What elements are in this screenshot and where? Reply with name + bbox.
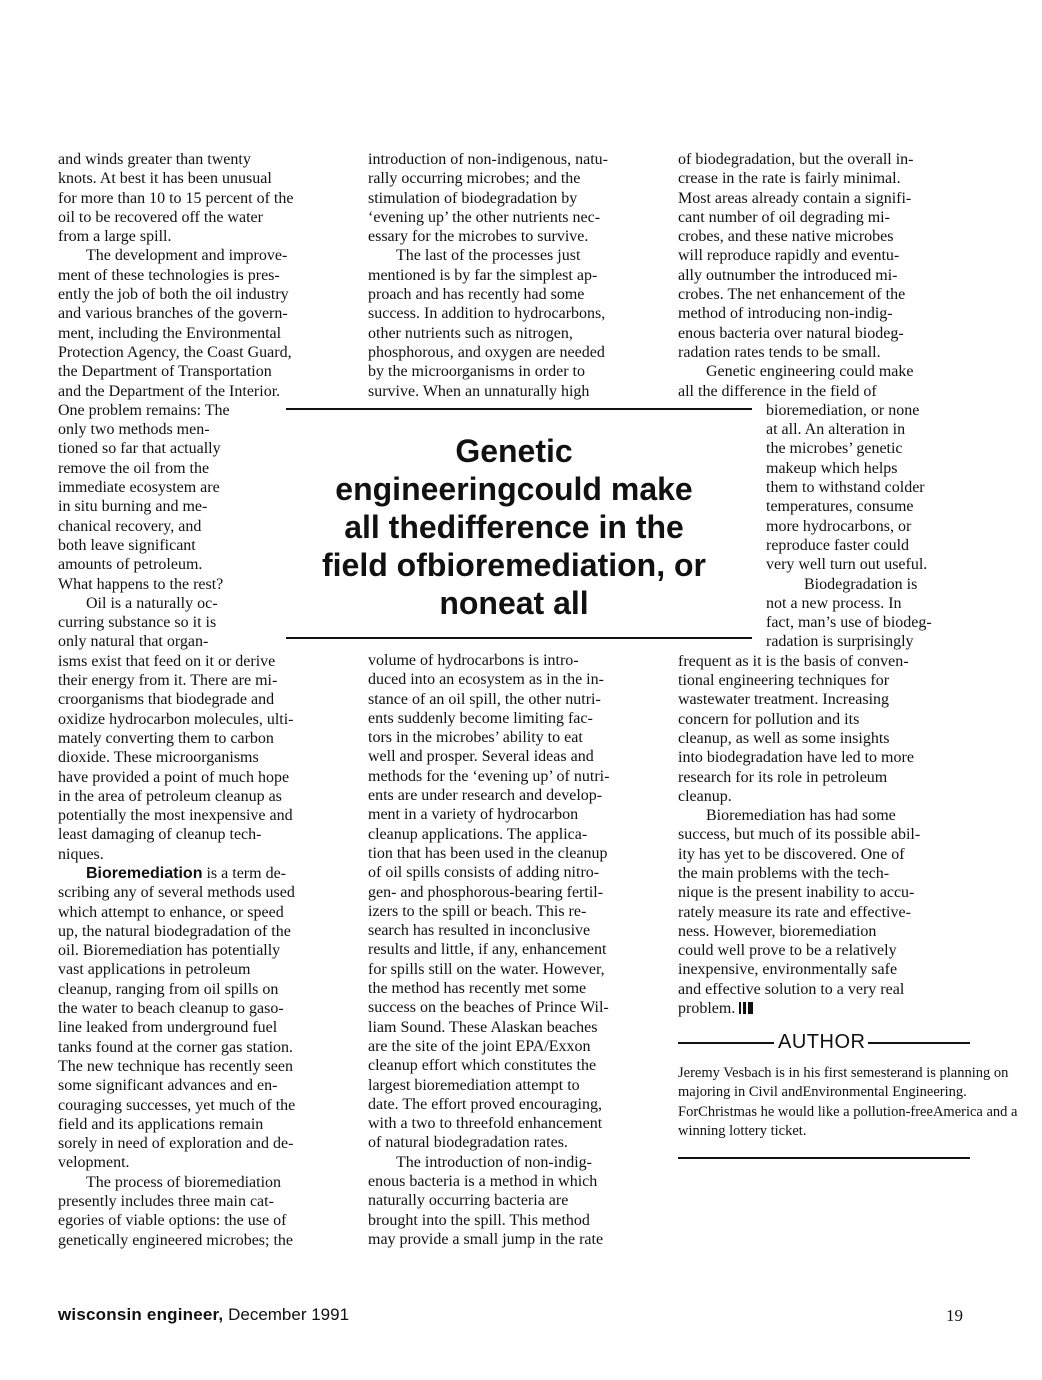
text-line: for more than 10 to 15 percent of the <box>58 189 294 207</box>
text-line: radation rates tends to be small. <box>678 343 881 361</box>
text-line: from a large spill. <box>58 228 172 246</box>
text-line: are the site of the joint EPA/Exxon <box>368 1037 591 1055</box>
text-line: What happens to the rest? <box>58 575 224 593</box>
text-line: proach and has recently had some <box>368 286 585 304</box>
text-line: the microbes’ genetic <box>766 440 903 458</box>
text-line: in situ burning and me- <box>58 498 208 516</box>
text-line: success on the beaches of Prince Wil- <box>368 999 609 1017</box>
text-line: survive. When an unnaturally high <box>368 382 590 400</box>
text-line: the method has recently met some <box>368 980 587 998</box>
column-2-top <box>368 150 660 401</box>
text-line: ment, including the Environmental <box>58 324 282 342</box>
text-line: which attempt to enhance, or speed <box>58 903 284 921</box>
col3-top <box>678 150 978 362</box>
pull-quote <box>318 432 710 622</box>
text-line: velopment. <box>58 1154 130 1172</box>
text-line: volume of hydrocarbons is intro- <box>368 652 579 669</box>
text-line: of natural biodegradation rates. <box>368 1134 568 1152</box>
author-heading: AUTHOR <box>778 1031 866 1053</box>
text-line: only natural that organ- <box>58 633 209 651</box>
text-line: largest bioremediation attempt to <box>368 1076 580 1094</box>
bioremediation-term-rest: is a term de- <box>202 864 286 882</box>
text-line: brought into the spill. This method <box>368 1211 590 1229</box>
text-line: mentioned is by far the simplest ap- <box>368 266 598 284</box>
text-line: isms exist that feed on it or derive <box>58 652 276 670</box>
column-3 <box>678 150 978 1018</box>
text-line: mately converting them to carbon <box>58 729 274 747</box>
text-line: rately measure its rate and effective- <box>678 903 911 921</box>
text-line: and winds greater than twenty <box>58 151 251 168</box>
text-line: cleanup. <box>678 787 732 805</box>
pull-quote-bottom-rule <box>286 637 752 639</box>
text-line: ently the job of both the oil industry <box>58 286 289 304</box>
text-line: their energy from it. There are mi- <box>58 672 278 690</box>
text-line: the main problems with the tech- <box>678 864 890 882</box>
text-line: bioremediation, or none <box>766 401 920 419</box>
text-line: izers to the spill or beach. This re- <box>368 902 587 920</box>
text-line: could well prove to be a relatively <box>678 942 897 960</box>
text-line: research for its role in petroleum <box>678 768 888 786</box>
text-line: up, the natural biodegradation of the <box>58 922 291 940</box>
text-line: of biodegradation, but the overall in- <box>678 151 914 168</box>
text-line: and is planning on majoring in Civil and <box>678 1065 1009 1101</box>
text-line: at all. An alteration in <box>766 421 906 439</box>
text-line: crobes, and these native microbes <box>678 228 894 246</box>
text-line: tanks found at the corner gas station. <box>58 1038 294 1056</box>
text-line: cleanup, as well as some insights <box>678 729 890 747</box>
text-line: oil to be recovered off the water <box>58 208 263 226</box>
text-line: not a new process. In <box>766 594 902 612</box>
text-line: The introduction of non-indig- <box>396 1153 592 1171</box>
text-line: Protection Agency, the Coast Guard, <box>58 343 292 361</box>
text-line: nique is the present inability to accu- <box>678 884 915 902</box>
col1-para5 <box>58 1173 348 1250</box>
text-line: method of introducing non-indig- <box>678 305 893 323</box>
text-line: Biodegradation is <box>804 575 918 593</box>
text-line: introduction of non-indigenous, natu- <box>368 151 608 168</box>
text-line: Bioremediation has had some <box>706 807 896 825</box>
col2-bottom <box>368 651 660 1153</box>
text-line: Environmental Engineering. For <box>678 1084 967 1120</box>
text-line: and the Department of the Interior. <box>58 382 281 400</box>
text-line: fact, man’s use of biodeg- <box>766 614 932 632</box>
footer-publication <box>58 1305 349 1325</box>
text-line: presently includes three main cat- <box>58 1193 274 1211</box>
text-line: ment of these technologies is pres- <box>58 266 280 284</box>
col3-para4 <box>678 806 978 1018</box>
issue-date: December 1991 <box>223 1305 350 1324</box>
text-line: some significant advances and en- <box>58 1077 278 1095</box>
text-line: cant number of oil degrading mi- <box>678 208 890 226</box>
text-line: gen- and phosphorous-bearing fertil- <box>368 883 604 901</box>
text-line: bioremediation, or none <box>426 547 706 621</box>
text-line: both leave significant <box>58 536 196 554</box>
text-line: Jeremy Vesbach is in his first semester <box>678 1065 902 1081</box>
text-line: Oil is a naturally oc- <box>86 594 218 612</box>
text-line: liam Sound. These Alaskan beaches <box>368 1018 598 1036</box>
text-line: cleanup, ranging from oil spills on <box>58 980 279 998</box>
text-line: other nutrients such as nitrogen, <box>368 324 573 342</box>
text-line: naturally occurring bacteria are <box>368 1192 569 1210</box>
text-line: with a two to threefold enhancement <box>368 1115 603 1133</box>
column-2-bottom <box>368 651 660 1249</box>
col2-para4 <box>368 1153 660 1249</box>
column-1 <box>58 150 348 1250</box>
text-line: crease in the rate is fairly minimal. <box>678 170 901 188</box>
col3-para3 <box>678 575 978 807</box>
text-line: cleanup effort which constitutes the <box>368 1057 597 1075</box>
text-line: them to withstand colder <box>766 479 925 497</box>
text-line: tion that has been used in the cleanup <box>368 844 608 862</box>
text-line: The development and improve- <box>86 247 288 265</box>
text-line: oil. Bioremediation has potentially <box>58 942 281 960</box>
col2-top <box>368 150 660 246</box>
text-line: curring substance so it is <box>58 614 217 632</box>
text-line: Genetic engineering could make <box>706 363 914 381</box>
text-line: results and little, if any, enhancement <box>368 941 607 959</box>
text-line: difference in the field of <box>321 509 684 583</box>
text-line: reproduce faster could <box>766 536 910 554</box>
text-line: enous bacteria is a method in which <box>368 1173 598 1191</box>
text-line: search has resulted in inconclusive <box>368 922 591 940</box>
author-bottom-rule <box>678 1157 970 1159</box>
text-line: enous bacteria over natural biodeg- <box>678 324 904 342</box>
text-line: couraging successes, yet much of the <box>58 1096 296 1114</box>
text-line: croorganisms that biodegrade and <box>58 691 275 709</box>
pull-quote-top-rule <box>286 408 752 410</box>
author-rule-left <box>678 1042 774 1044</box>
text-line: frequent as it is the basis of conven- <box>678 652 909 670</box>
text-line: inexpensive, environmentally safe <box>678 961 898 979</box>
text-line: potentially the most inexpensive and <box>58 807 293 825</box>
text-line: and various branches of the govern- <box>58 305 288 323</box>
text-line: very well turn out useful. <box>766 556 928 574</box>
text-line: phosphorous, and oxygen are needed <box>368 343 605 361</box>
magazine-name: wisconsin engineer, <box>58 1305 224 1324</box>
text-line: into biodegradation have led to more <box>678 749 914 767</box>
text-line: scribing any of several methods used <box>58 884 295 902</box>
text-line: the Department of Transportation <box>58 363 272 381</box>
text-line: oxidize hydrocarbon molecules, ulti- <box>58 710 294 728</box>
text-line: ally outnumber the introduced mi- <box>678 266 898 284</box>
author-bio <box>678 1064 1042 1141</box>
text-line: amounts of petroleum. <box>58 556 203 574</box>
text-line: line leaked from underground fuel <box>58 1019 278 1037</box>
text-line: vast applications in petroleum <box>58 961 251 979</box>
author-rule-right <box>868 1042 970 1044</box>
text-line: knots. At best it has been unusual <box>58 170 272 188</box>
text-line: stimulation of biodegradation by <box>368 189 578 207</box>
text-line: success, but much of its possible abil- <box>678 826 921 844</box>
text-line: crobes. The net enhancement of the <box>678 286 906 304</box>
bioremediation-term: Bioremediation <box>86 864 203 882</box>
end-of-article-mark <box>739 1002 753 1014</box>
text-line: America and a winning lottery ticket. <box>678 1103 1018 1139</box>
col1-para1 <box>58 150 348 246</box>
text-line: date. The effort proved encouraging, <box>368 1095 602 1113</box>
text-line: The new technique has recently seen <box>58 1057 294 1075</box>
text-line: stance of an oil spill, the other nutri- <box>368 690 601 708</box>
text-line: essary for the microbes to survive. <box>368 228 589 246</box>
text-line: The process of bioremediation <box>86 1173 282 1191</box>
text-line: ‘evening up’ the other nutrients nec- <box>368 208 601 226</box>
text-line: sorely in need of exploration and de- <box>58 1135 294 1153</box>
text-line: cleanup applications. The applica- <box>368 825 588 843</box>
text-line: temperatures, consume <box>766 498 914 516</box>
text-line: tioned so far that actually <box>58 440 221 458</box>
text-line: could make all the <box>344 471 693 545</box>
text-line: problem. <box>678 999 978 1018</box>
text-line: genetically engineered microbes; the <box>58 1231 294 1249</box>
text-line: tors in the microbes’ ability to eat <box>368 729 583 747</box>
text-line: at all <box>515 585 589 621</box>
text-line: The last of the processes just <box>396 247 581 265</box>
text-line: ment in a variety of hydrocarbon <box>368 806 579 824</box>
text-line: for spills still on the water. However, <box>368 960 605 978</box>
text-line: tional engineering techniques for <box>678 672 890 690</box>
text-line: One problem remains: The <box>58 401 230 419</box>
col1-para3 <box>58 594 348 864</box>
text-line: all the difference in the field of <box>678 382 877 400</box>
text-line: radation is surprisingly <box>766 633 914 651</box>
text-line: ness. However, bioremediation <box>678 922 877 940</box>
text-line: duced into an ecosystem as in the in- <box>368 671 604 689</box>
text-line: niques. <box>58 845 104 863</box>
col2-para2 <box>368 246 660 400</box>
text-line: Most areas already contain a signifi- <box>678 189 912 207</box>
text-line: only two methods men- <box>58 421 210 439</box>
text-line: ity has yet to be discovered. One of <box>678 845 905 863</box>
text-line: least damaging of cleanup tech- <box>58 826 262 844</box>
text-line: success. In addition to hydrocarbons, <box>368 305 606 323</box>
col1-para2 <box>58 246 348 593</box>
text-line: well and prosper. Several ideas and <box>368 748 594 766</box>
text-line: in the area of petroleum cleanup as <box>58 787 282 805</box>
text-line: makeup which helps <box>766 459 898 477</box>
text-line: Christmas he would like a pollution-free <box>698 1103 933 1120</box>
page-number: 19 <box>946 1306 963 1325</box>
text-line: by the microorganisms in order to <box>368 363 585 381</box>
text-line: ents are under research and develop- <box>368 787 603 805</box>
text-line: rally occurring microbes; and the <box>368 170 581 188</box>
text-line: ents suddenly become limiting fac- <box>368 709 593 727</box>
text-line: dioxide. These microorganisms <box>58 749 259 767</box>
text-line: chanical recovery, and <box>58 517 202 535</box>
text-line: have provided a point of much hope <box>58 768 290 786</box>
col1-para4 <box>58 864 348 1173</box>
text-line: wastewater treatment. Increasing <box>678 691 890 709</box>
text-line: more hydrocarbons, or <box>766 517 912 535</box>
text-line: methods for the ‘evening up’ of nutri- <box>368 767 610 785</box>
text-line: Genetic engineering <box>335 433 573 507</box>
text-line: egories of viable options: the use of <box>58 1212 287 1230</box>
text-line: and effective solution to a very real <box>678 980 905 998</box>
text-line: concern for pollution and its <box>678 710 860 728</box>
text-line: field and its applications remain <box>58 1115 264 1133</box>
text-line: immediate ecosystem are <box>58 479 220 497</box>
text-line: will reproduce rapidly and eventu- <box>678 247 900 265</box>
col3-para2 <box>678 362 978 574</box>
text-line: may provide a small jump in the rate <box>368 1230 604 1248</box>
text-line: remove the oil from the <box>58 459 210 477</box>
text-line: the water to beach cleanup to gaso- <box>58 1000 284 1018</box>
text-line: of oil spills consists of adding nitro- <box>368 864 600 882</box>
